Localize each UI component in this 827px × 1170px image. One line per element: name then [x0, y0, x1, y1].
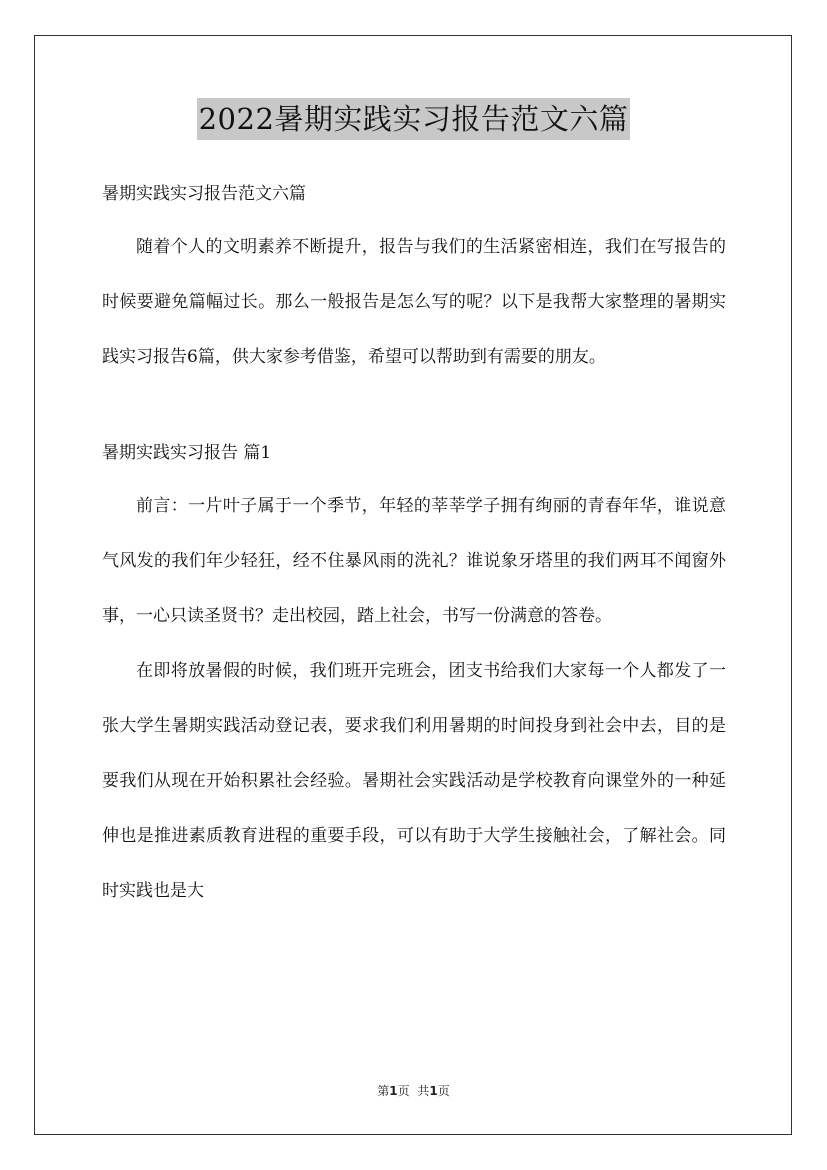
section-gap: [102, 385, 726, 427]
page-footer: [0, 1082, 827, 1099]
total-pages: 1: [429, 1084, 438, 1098]
page-number: 1: [389, 1084, 398, 1098]
document-title: 2022暑期实践实习报告范文六篇: [197, 98, 631, 140]
title-container: [0, 98, 827, 140]
document-subtitle: 暑期实践实习报告范文六篇: [102, 184, 306, 204]
intro-paragraph: 随着个人的文明素养不断提升，报告与我们的生活紧密相连，我们在写报告的时候要避免篇幅过长。那么一般报告是怎么写的呢？以下是我帮大家整理的暑期实践实习报告6篇，供大家参考借鉴，希望可以帮助到有需要的朋友。: [102, 237, 726, 367]
total-prefix: 共: [417, 1084, 430, 1098]
page-suffix: 页: [397, 1084, 410, 1098]
page-prefix: 第: [377, 1084, 390, 1098]
body-paragraph: 前言：一片叶子属于一个季节，年轻的莘莘学子拥有绚丽的青春年华，谁说意气风发的我们年少轻狂，经不住暴风雨的洗礼？谁说象牙塔里的我们两耳不闻窗外事，一心只读圣贤书？走出校园，踏上社会，书写一份满意的答卷。: [102, 496, 726, 626]
total-suffix: 页: [437, 1084, 450, 1098]
document-body: [102, 168, 726, 919]
section-heading: 暑期实践实习报告 篇1: [102, 443, 272, 463]
body-paragraph: 在即将放暑假的时候，我们班开完班会，团支书给我们大家每一个人都发了一张大学生暑期实践活动登记表，要求我们利用暑期的时间投身到社会中去，目的是要我们从现在开始积累社会经验。暑期社会实践活动是学校教育向课堂外的一种延伸也是推进素质教育进程的重要手段，可以有助于大学生接触社会，了解社会。同时实践也是大: [102, 661, 726, 901]
